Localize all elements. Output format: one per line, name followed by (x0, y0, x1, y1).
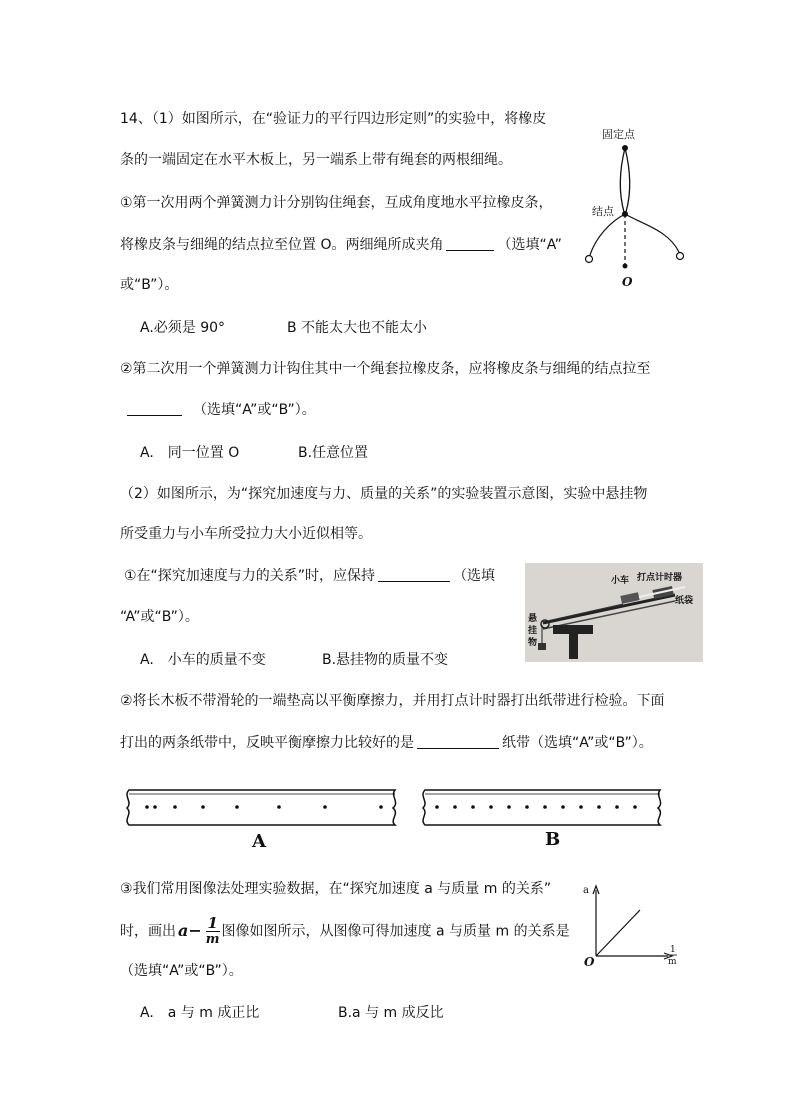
rubber-band (620, 148, 629, 212)
q1-sub2-option-b: B.任意位置 (298, 445, 369, 461)
rubber-band-diagram (580, 122, 690, 292)
q2-sub2-pre: 打出的两条纸带中，反映平衡摩擦力比较好的是 (120, 735, 414, 751)
symbol-a: a (178, 921, 189, 940)
label-timer: 打点计时器 (637, 573, 683, 583)
q2-sub1-line1 (124, 567, 495, 585)
tape-b-label: B (545, 829, 561, 850)
q1-sub1-option-b: B 不能太大也不能太小 (287, 320, 428, 336)
q2-sub2-line1: ②将长木板不带滑轮的一端垫高以平衡摩擦力，并用打点计时器打出纸带进行检验。下面 (120, 693, 665, 709)
tape-dot (633, 805, 637, 809)
axis-label-num: 1 (670, 945, 676, 955)
q2-sub3-option-b: B.a 与 m 成反比 (338, 1005, 444, 1021)
tape-b (423, 790, 661, 825)
answer-blank-1[interactable] (446, 236, 494, 251)
tape-dot (561, 805, 565, 809)
tape-dot (153, 805, 157, 809)
q1-sub1-line2-post: （选填“A” (497, 237, 562, 253)
label-knot: 结点 (592, 205, 614, 218)
q2-sub3-line1: ③我们常用图像法处理实验数据，在“探究加速度 a 与质量 m 的关系” (120, 881, 552, 897)
string-right (625, 214, 679, 252)
tape-dot (471, 805, 475, 809)
q2-sub3-line2 (120, 916, 570, 947)
tape-a-label: A (252, 831, 266, 852)
axis-label-den: m (668, 957, 677, 967)
q2-line1: （2）如图所示，为“探究加速度与力、质量的关系”的实验装置示意图，实验中悬挂物 (120, 486, 648, 502)
cart-experiment-photo (525, 563, 703, 662)
label-fixed-point: 固定点 (602, 128, 635, 141)
tape-dot (173, 805, 177, 809)
tape-dot (597, 805, 601, 809)
a-minus-inverse-m (178, 921, 202, 940)
tape-dot (379, 805, 383, 809)
q2-sub1-post: （选填 (453, 568, 496, 584)
table-leg (569, 633, 578, 659)
answer-blank-4[interactable] (417, 734, 499, 749)
label-car: 小车 (611, 576, 630, 586)
q1-line2: 条的一端固定在水平木板上，另一端系上带有绳套的两根细绳。 (120, 152, 512, 168)
symbol-minus: − (188, 921, 202, 940)
q2-sub1-pre: ①在“探究加速度与力的关系”时，应保持 (124, 568, 376, 584)
q1-sub1-line1: ①第一次用两个弹簧测力计分别钩住绳套，互成角度地水平拉橡皮条， (120, 195, 553, 211)
q2-sub1-option-b: B.悬挂物的质量不变 (322, 652, 449, 668)
answer-blank-2[interactable] (127, 401, 182, 416)
tape-dot (323, 805, 327, 809)
proportional-line (596, 910, 640, 956)
q2-sub3-line3: （选填“A”或“B”）。 (120, 963, 243, 979)
q1-sub2-line2 (124, 401, 316, 419)
label-tape: 纸袋 (675, 596, 694, 606)
q1-sub1-line2 (120, 236, 562, 254)
label-o: O (622, 275, 633, 289)
tape-dot (507, 805, 511, 809)
fraction-1-over-m: $\frac{1}{m}$ (205, 914, 220, 947)
tape-dot (145, 805, 149, 809)
q2-sub3-post: 图像如图所示，从图像可得加速度 a 与质量 m 的关系是 (221, 923, 570, 940)
q1-sub1-option-a: A.必须是 90° (140, 320, 226, 336)
tape-dot (453, 805, 457, 809)
q2-sub2-post: 纸带（选填“A”或“B”）。 (502, 735, 653, 751)
hanging-weight (538, 643, 546, 650)
tape-a (127, 790, 396, 825)
tape-dot (615, 805, 619, 809)
position-o-dot (623, 264, 628, 269)
q1-sub2-line2-post: （选填“A”或“B”）。 (193, 402, 316, 418)
q2-sub1-option-a: A. 小车的质量不变 (140, 652, 266, 668)
q2-line2: 所受重力与小车所受拉力大小近似相等。 (120, 526, 372, 542)
tape-dot (579, 805, 583, 809)
a-vs-inverse-m-graph (582, 880, 692, 970)
answer-blank-3[interactable] (378, 567, 450, 582)
q2-sub3-option-a: A. a 与 m 成正比 (140, 1005, 260, 1021)
label-hanging-mass: 悬 挂 物 (528, 614, 538, 648)
table-top (553, 625, 593, 634)
q1-line1: 14、（1）如图所示，在“验证力的平行四边形定则”的实验中，将橡皮 (120, 111, 547, 127)
loop-right (677, 253, 684, 260)
axis-label-a: a (583, 885, 589, 896)
q1-sub2-option-a: A. 同一位置 O (140, 445, 240, 461)
origin-label: O (584, 955, 595, 969)
tape-dot (277, 805, 281, 809)
string-left (590, 214, 625, 255)
q2-sub3-pre: 时，画出 (120, 923, 176, 940)
tape-dot (435, 805, 439, 809)
loop-left (586, 256, 593, 263)
q2-sub1-line2: “A”或“B”）。 (120, 609, 199, 625)
tape-dot (201, 805, 205, 809)
q1-sub2-line1: ②第二次用一个弹簧测力计钩住其中一个绳套拉橡皮条，应将橡皮条与细绳的结点拉至 (120, 361, 651, 377)
q1-sub1-line2-pre: 将橡皮条与细绳的结点拉至位置 O。两细绳所成夹角 (120, 237, 444, 253)
tape-dot (525, 805, 529, 809)
cart-experiment-drawing (525, 563, 703, 662)
tape-dot (235, 805, 239, 809)
tape-dot (489, 805, 493, 809)
q2-sub2-line2 (120, 734, 653, 752)
q1-sub1-line3: 或“B”）。 (120, 277, 179, 293)
paper-tapes-figure (115, 780, 675, 860)
tape-dot (543, 805, 547, 809)
